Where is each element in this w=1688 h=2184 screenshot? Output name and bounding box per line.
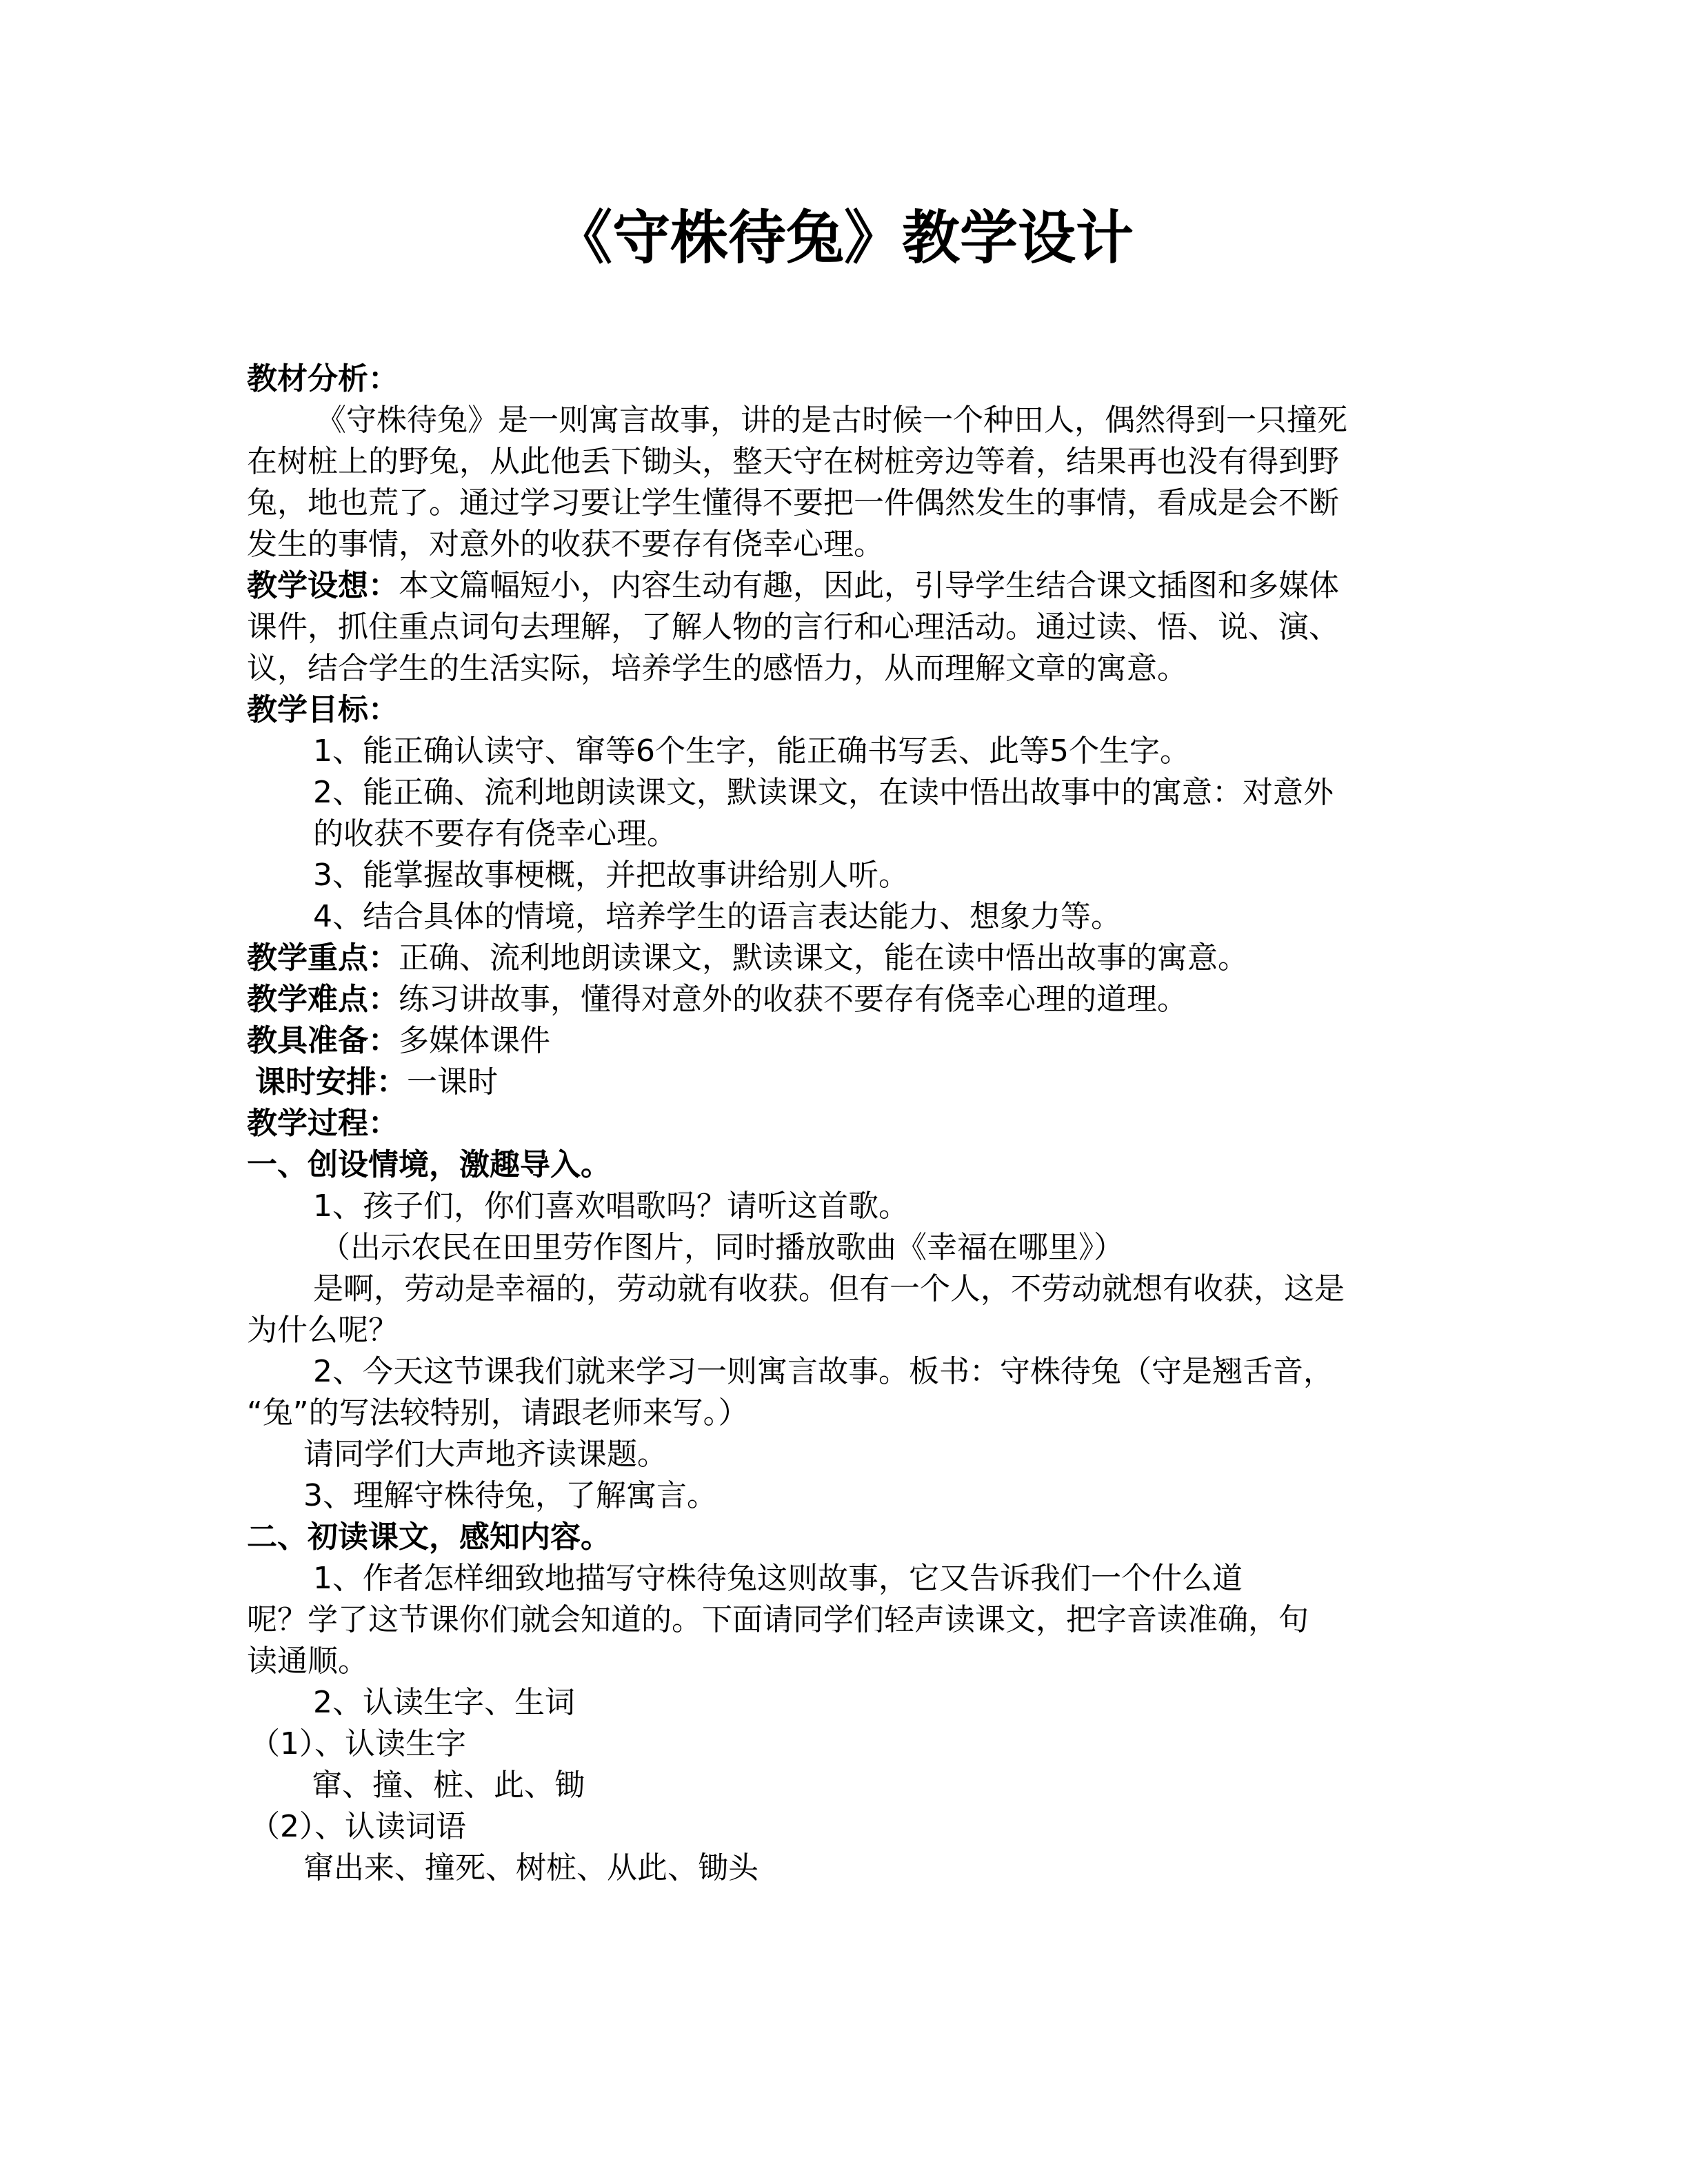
line-text: （2）、认读词语	[250, 1809, 466, 1844]
section-label: 二、初读课文，感知内容。	[247, 1519, 611, 1555]
section-label: 一、创设情境，激趣导入。	[247, 1147, 611, 1182]
text-line	[247, 360, 399, 398]
section-label: 教学重点：	[247, 940, 399, 975]
line-text: 议，结合学生的生活实际，培养学生的感悟力，从而理解文章的寓意。	[247, 651, 1187, 686]
line-text: 多媒体课件	[399, 1023, 550, 1058]
text-line	[247, 649, 1187, 688]
text-line	[313, 732, 1190, 771]
line-text: 《守株待兔》是一则寓言故事，讲的是古时候一个种田人，偶然得到一只撞死	[316, 403, 1347, 438]
line-text: 本文篇幅短小，内容生动有趣，因此，引导学生结合课文插图和多媒体	[399, 568, 1339, 603]
line-text: 兔，地也荒了。通过学习要让学生懂得不要把一件偶然发生的事情，看成是会不断	[247, 485, 1339, 520]
text-line	[247, 1642, 368, 1681]
line-text: 3、能掌握故事梗概，并把故事讲给别人听。	[313, 858, 909, 893]
line-text: 是啊，劳动是幸福的，劳动就有收获。但有一个人，不劳动就想有收获，这是	[313, 1271, 1345, 1306]
document-title: 《守株待兔》教学设计	[554, 204, 1134, 272]
section-label: 教学难点：	[247, 982, 399, 1017]
section-label: 教学目标：	[247, 692, 399, 727]
text-line	[247, 1311, 399, 1350]
text-line	[255, 1063, 498, 1102]
line-text: 正确、流利地朗读课文，默读课文，能在读中悟出故事的寓意。	[399, 940, 1248, 975]
section-label: 课时安排：	[255, 1064, 407, 1100]
line-text: 4、结合具体的情境，培养学生的语言表达能力、想象力等。	[313, 899, 1121, 934]
section-label: 教材分析：	[247, 361, 399, 396]
line-text: 窜、撞、桩、此、锄	[312, 1768, 585, 1803]
text-line	[316, 401, 1347, 440]
section-label: 教学过程：	[247, 1106, 399, 1141]
text-line	[247, 608, 1339, 647]
line-text: 读通顺。	[247, 1644, 368, 1679]
text-line	[247, 691, 399, 729]
line-text: 发生的事情，对意外的收获不要存有侥幸心理。	[247, 527, 884, 562]
text-line	[247, 567, 1339, 605]
line-text: 一课时	[407, 1064, 498, 1100]
text-line	[247, 484, 1339, 523]
line-text: 窜出来、撞死、树桩、从此、锄头	[303, 1850, 758, 1885]
line-text: 课件，抓住重点词句去理解，了解人物的言行和心理活动。通过读、悟、说、演、	[247, 609, 1339, 645]
line-text: “兔”的写法较特别，请跟老师来写。）	[247, 1395, 749, 1430]
text-line	[312, 1766, 585, 1805]
line-text: 1、作者怎样细致地描写守株待兔这则故事，它又告诉我们一个什么道	[313, 1561, 1243, 1596]
text-line	[313, 815, 677, 853]
text-line	[247, 1146, 611, 1184]
text-line	[303, 1477, 717, 1515]
text-line	[247, 1104, 399, 1143]
line-text: （1）、认读生字	[250, 1726, 466, 1761]
text-line	[320, 1228, 1124, 1267]
text-line	[303, 1435, 667, 1474]
line-text: 为什么呢？	[247, 1313, 399, 1348]
text-line	[313, 1559, 1243, 1598]
text-line	[313, 1684, 575, 1722]
text-line	[313, 898, 1121, 936]
line-text: 3、理解守株待兔，了解寓言。	[303, 1478, 717, 1513]
line-text: 练习讲故事，懂得对意外的收获不要存有侥幸心理的道理。	[399, 982, 1187, 1017]
line-text: 的收获不要存有侥幸心理。	[313, 816, 677, 851]
line-text: 呢？学了这节课你们就会知道的。下面请同学们轻声读课文，把字音读准确，句	[247, 1602, 1309, 1637]
line-text: 在树桩上的野兔，从此他丢下锄头，整天守在树桩旁边等着，结果再也没有得到野	[247, 444, 1339, 479]
line-text: 2、认读生字、生词	[313, 1685, 575, 1720]
line-text: 2、能正确、流利地朗读课文，默读课文，在读中悟出故事中的寓意：对意外	[313, 775, 1334, 810]
text-line	[247, 939, 1248, 978]
text-line	[313, 1353, 1334, 1391]
text-line	[247, 443, 1339, 481]
line-text: （出示农民在田里劳作图片，同时播放歌曲《幸福在哪里》）	[320, 1230, 1124, 1265]
text-line	[247, 1518, 611, 1557]
text-line	[250, 1725, 466, 1763]
text-line	[247, 525, 884, 564]
text-line	[250, 1808, 466, 1846]
text-line	[303, 1849, 758, 1888]
line-text: 1、能正确认读守、窜等6个生字，能正确书写丢、此等5个生字。	[313, 734, 1190, 769]
text-line	[247, 1601, 1309, 1639]
text-line	[247, 1394, 749, 1433]
text-line	[313, 774, 1334, 812]
line-text: 请同学们大声地齐读课题。	[303, 1437, 667, 1472]
text-line	[313, 1270, 1345, 1308]
line-text: 1、孩子们，你们喜欢唱歌吗？请听这首歌。	[313, 1189, 909, 1224]
text-line	[313, 856, 909, 895]
line-text: 2、今天这节课我们就来学习一则寓言故事。板书：守株待兔（守是翘舌音，	[313, 1354, 1334, 1389]
section-label: 教具准备：	[247, 1023, 399, 1058]
text-line	[247, 980, 1187, 1019]
section-label: 教学设想：	[247, 568, 399, 603]
text-line	[313, 1187, 909, 1226]
text-line	[247, 1022, 550, 1060]
